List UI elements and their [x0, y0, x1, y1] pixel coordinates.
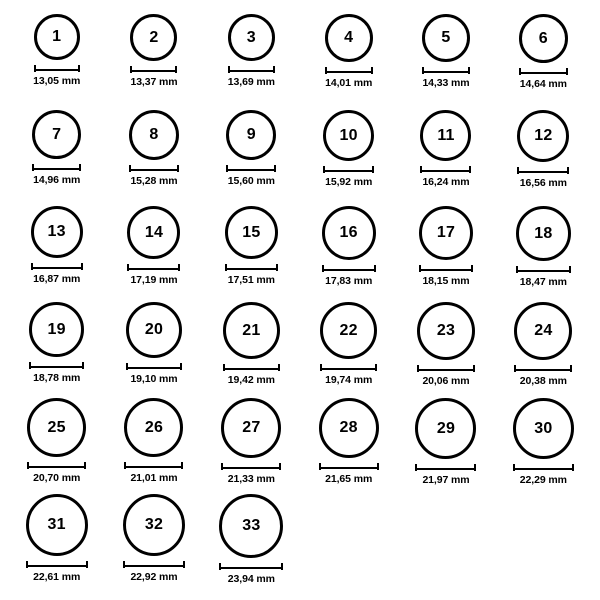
ring-circle: [325, 14, 373, 62]
diameter-label: 15,92 mm: [325, 176, 373, 188]
ring-size-number: 18: [534, 224, 553, 242]
caliper-bar-icon: [221, 463, 281, 470]
diameter-label: 17,19 mm: [130, 274, 178, 286]
ring-size-cell[interactable]: [105, 206, 202, 302]
caliper-bar-icon: [320, 364, 377, 371]
ring-size-cell[interactable]: [203, 110, 300, 206]
diameter-label: 17,51 mm: [227, 274, 275, 286]
diameter-measure: [130, 66, 177, 88]
diameter-label: 14,01 mm: [325, 77, 373, 89]
ring-circle: [27, 398, 86, 457]
diameter-label: 22,61 mm: [33, 571, 81, 583]
caliper-bar-icon: [124, 462, 183, 469]
diameter-measure: [225, 264, 278, 286]
ring-size-number: 20: [144, 321, 164, 338]
diameter-measure: [415, 464, 476, 486]
caliper-bar-icon: [34, 65, 80, 72]
diameter-label: 13,69 mm: [227, 76, 275, 88]
ring-size-number: 32: [144, 516, 164, 533]
caliper-bar-icon: [417, 365, 475, 372]
ring-circle: [129, 110, 179, 160]
diameter-label: 13,05 mm: [33, 75, 81, 87]
ring-size-number: 25: [47, 418, 66, 436]
diameter-measure: [219, 563, 283, 585]
diameter-measure: [519, 68, 568, 90]
caliper-bar-icon: [323, 166, 374, 173]
caliper-bar-icon: [519, 68, 568, 75]
ring-circle: [32, 110, 81, 159]
ring-circle: [221, 398, 281, 458]
ring-circle: [31, 206, 83, 258]
ring-size-cell[interactable]: [8, 398, 105, 494]
ring-size-cell[interactable]: [8, 494, 105, 590]
ring-size-cell[interactable]: [495, 110, 592, 206]
caliper-bar-icon: [29, 362, 84, 369]
ring-circle: [34, 14, 80, 60]
caliper-bar-icon: [223, 364, 280, 371]
diameter-measure: [29, 362, 84, 384]
ring-circle: [126, 302, 182, 358]
caliper-bar-icon: [419, 265, 473, 272]
ring-size-number: 31: [47, 516, 66, 533]
ring-size-cell[interactable]: [300, 398, 397, 494]
diameter-label: 19,42 mm: [227, 374, 275, 386]
diameter-label: 20,06 mm: [422, 375, 470, 387]
diameter-label: 18,78 mm: [33, 372, 81, 384]
caliper-bar-icon: [130, 66, 177, 73]
diameter-label: 19,74 mm: [325, 374, 373, 386]
ring-size-cell[interactable]: [105, 302, 202, 398]
diameter-label: 21,97 mm: [422, 474, 470, 486]
ring-circle: [422, 14, 470, 62]
ring-circle: [223, 302, 280, 359]
ring-size-number: 14: [144, 223, 164, 241]
ring-size-number: 11: [437, 126, 455, 144]
diameter-measure: [319, 463, 379, 485]
caliper-bar-icon: [514, 365, 572, 372]
ring-size-cell[interactable]: [8, 14, 105, 110]
ring-circle: [225, 206, 278, 259]
diameter-measure: [320, 364, 377, 386]
diameter-measure: [221, 463, 281, 485]
ring-size-cell[interactable]: [300, 302, 397, 398]
diameter-label: 21,01 mm: [130, 472, 178, 484]
ring-size-cell[interactable]: [105, 494, 202, 590]
diameter-measure: [417, 365, 475, 387]
ring-circle: [323, 110, 374, 161]
ring-circle: [514, 302, 572, 360]
diameter-label: 18,47 mm: [519, 276, 567, 288]
caliper-bar-icon: [322, 265, 376, 272]
diameter-label: 21,65 mm: [325, 473, 373, 485]
ring-size-cell[interactable]: [397, 206, 494, 302]
ring-circle: [124, 398, 183, 457]
ring-size-number: 1: [52, 28, 62, 45]
ring-circle: [26, 494, 88, 556]
ring-circle: [420, 110, 471, 161]
diameter-label: 14,96 mm: [33, 174, 81, 186]
diameter-measure: [126, 363, 182, 385]
diameter-measure: [420, 166, 471, 188]
ring-size-number: 12: [534, 127, 553, 144]
caliper-bar-icon: [32, 164, 81, 171]
ring-circle: [322, 206, 376, 260]
ring-size-number: 15: [242, 223, 261, 241]
diameter-label: 19,10 mm: [130, 373, 178, 385]
caliper-bar-icon: [126, 363, 182, 370]
ring-size-cell[interactable]: [105, 398, 202, 494]
caliper-bar-icon: [228, 66, 275, 73]
caliper-bar-icon: [225, 264, 278, 271]
ring-circle: [123, 494, 185, 556]
ring-size-number: 6: [538, 29, 548, 47]
ring-size-cell[interactable]: [203, 206, 300, 302]
diameter-label: 14,33 mm: [422, 77, 470, 89]
ring-size-number: 24: [534, 322, 553, 339]
ring-size-number: 2: [149, 28, 159, 46]
diameter-measure: [33, 65, 80, 87]
ring-size-number: 13: [47, 223, 66, 240]
ring-size-cell[interactable]: [203, 398, 300, 494]
ring-size-number: 22: [339, 321, 358, 339]
ring-size-cell[interactable]: [495, 302, 592, 398]
ring-circle: [219, 494, 283, 558]
ring-circle: [130, 14, 177, 61]
ring-size-number: 19: [47, 320, 66, 338]
diameter-measure: [124, 462, 183, 484]
ring-size-number: 27: [242, 419, 261, 436]
diameter-label: 15,28 mm: [130, 175, 178, 187]
caliper-bar-icon: [325, 67, 373, 74]
ring-size-number: 30: [534, 419, 553, 437]
ring-size-number: 10: [339, 126, 358, 144]
diameter-label: 17,83 mm: [325, 275, 373, 287]
ring-circle: [516, 206, 571, 261]
diameter-label: 14,64 mm: [519, 78, 567, 90]
diameter-label: 15,60 mm: [227, 175, 275, 187]
diameter-measure: [513, 464, 574, 486]
caliper-bar-icon: [31, 263, 83, 270]
caliper-bar-icon: [123, 561, 185, 568]
diameter-measure: [27, 462, 86, 484]
diameter-measure: [422, 67, 470, 89]
ring-circle: [519, 14, 568, 63]
ring-size-number: 23: [436, 322, 456, 339]
diameter-measure: [323, 166, 374, 188]
caliper-bar-icon: [319, 463, 379, 470]
ring-size-number: 17: [436, 224, 456, 241]
diameter-label: 20,38 mm: [519, 375, 567, 387]
ring-size-number: 29: [436, 419, 456, 437]
ring-size-number: 28: [339, 419, 358, 436]
diameter-measure: [322, 265, 376, 287]
caliper-bar-icon: [127, 264, 180, 271]
ring-size-number: 5: [441, 29, 451, 46]
ring-circle: [29, 302, 84, 357]
ring-circle: [228, 14, 275, 61]
ring-size-number: 9: [246, 126, 256, 143]
ring-size-cell[interactable]: [300, 14, 397, 110]
diameter-measure: [123, 561, 185, 583]
ring-size-cell[interactable]: [300, 110, 397, 206]
caliper-bar-icon: [420, 166, 471, 173]
caliper-bar-icon: [129, 165, 179, 172]
diameter-measure: [32, 164, 81, 186]
caliper-bar-icon: [513, 464, 574, 471]
ring-size-number: 7: [52, 125, 62, 143]
diameter-measure: [31, 263, 83, 285]
ring-size-cell[interactable]: [203, 302, 300, 398]
diameter-label: 13,37 mm: [130, 76, 178, 88]
diameter-label: 23,94 mm: [227, 573, 275, 585]
ring-size-cell[interactable]: [495, 206, 592, 302]
ring-circle: [127, 206, 180, 259]
diameter-label: 18,15 mm: [422, 275, 470, 287]
ring-size-number: 26: [144, 418, 164, 436]
diameter-measure: [26, 561, 88, 583]
ring-size-cell[interactable]: [397, 398, 494, 494]
ring-size-cell[interactable]: [397, 302, 494, 398]
diameter-measure: [516, 266, 571, 288]
ring-size-number: 21: [242, 321, 261, 339]
diameter-measure: [226, 165, 276, 187]
ring-circle: [419, 206, 473, 260]
ring-circle: [319, 398, 379, 458]
diameter-measure: [228, 66, 275, 88]
ring-circle: [320, 302, 377, 359]
diameter-label: 16,24 mm: [422, 176, 470, 188]
diameter-measure: [127, 264, 180, 286]
ring-circle: [517, 110, 569, 162]
diameter-measure: [517, 167, 569, 189]
ring-size-cell[interactable]: [8, 110, 105, 206]
ring-size-cell[interactable]: [8, 302, 105, 398]
caliper-bar-icon: [26, 561, 88, 568]
ring-circle: [417, 302, 475, 360]
ring-size-cell[interactable]: [105, 14, 202, 110]
ring-size-cell[interactable]: [495, 14, 592, 110]
caliper-bar-icon: [226, 165, 276, 172]
caliper-bar-icon: [415, 464, 476, 471]
ring-size-cell[interactable]: [203, 14, 300, 110]
diameter-label: 22,29 mm: [519, 474, 567, 486]
ring-size-number: 8: [149, 126, 159, 143]
diameter-label: 20,70 mm: [33, 472, 81, 484]
ring-size-grid: [8, 14, 592, 590]
diameter-measure: [419, 265, 473, 287]
diameter-label: 21,33 mm: [227, 473, 275, 485]
caliper-bar-icon: [516, 266, 571, 273]
caliper-bar-icon: [422, 67, 470, 74]
caliper-bar-icon: [27, 462, 86, 469]
ring-size-number: 3: [246, 28, 256, 46]
ring-size-cell[interactable]: [495, 398, 592, 494]
ring-size-number: 16: [339, 224, 358, 241]
ring-size-cell[interactable]: [300, 206, 397, 302]
diameter-label: 22,92 mm: [130, 571, 178, 583]
diameter-measure: [325, 67, 373, 89]
diameter-label: 16,87 mm: [33, 273, 81, 285]
ring-circle: [415, 398, 476, 459]
ring-circle: [226, 110, 276, 160]
ring-size-cell[interactable]: [397, 110, 494, 206]
diameter-label: 16,56 mm: [519, 177, 567, 189]
ring-size-cell[interactable]: [203, 494, 300, 590]
diameter-measure: [514, 365, 572, 387]
ring-circle: [513, 398, 574, 459]
ring-size-number: 4: [344, 29, 354, 46]
ring-size-cell[interactable]: [8, 206, 105, 302]
caliper-bar-icon: [517, 167, 569, 174]
diameter-measure: [129, 165, 179, 187]
diameter-measure: [223, 364, 280, 386]
caliper-bar-icon: [219, 563, 283, 570]
ring-size-cell[interactable]: [397, 14, 494, 110]
ring-size-number: 33: [242, 517, 261, 534]
ring-size-cell[interactable]: [105, 110, 202, 206]
